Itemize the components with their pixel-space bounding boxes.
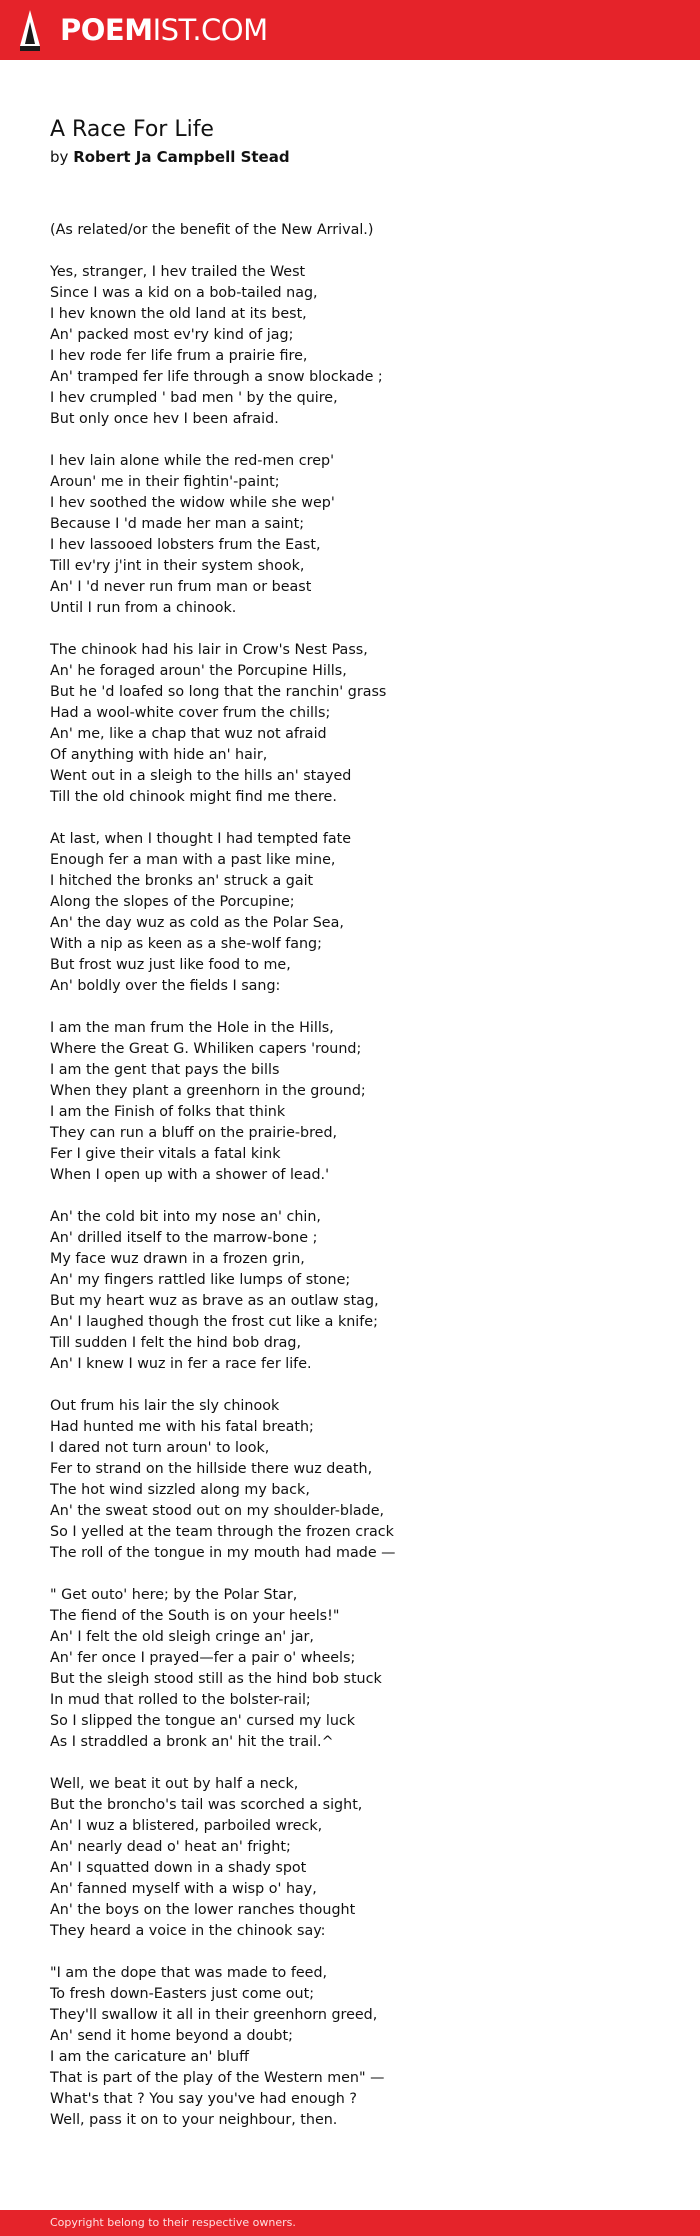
poem-body <box>50 220 670 2152</box>
poem-line: I hev rode fer life frum a prairie fire, <box>50 348 308 364</box>
poem-line: Aroun' me in their fightin'-paint; <box>50 474 280 490</box>
author-name[interactable]: Robert Ja Campbell Stead <box>73 148 290 166</box>
poem-stanza <box>50 640 670 808</box>
poem-line: An' I squatted down in a shady spot <box>50 1860 307 1876</box>
poem-line: They heard a voice in the chinook say: <box>50 1923 326 1939</box>
poem-line: An' nearly dead o' heat an' fright; <box>50 1839 291 1855</box>
logo-light-text: IST.COM <box>152 13 268 47</box>
poem-line: An' fer once I prayed—fer a pair o' wheels; <box>50 1650 356 1666</box>
copyright-text: Copyright belong to their respective owners. <box>50 2216 296 2229</box>
poem-line: I hev soothed the widow while she wep' <box>50 495 335 511</box>
poem-stanza <box>50 829 670 997</box>
poem-line: Until I run from a chinook. <box>50 600 237 616</box>
poem-line: An' he foraged aroun' the Porcupine Hills, <box>50 663 347 679</box>
poem-line: So I slipped the tongue an' cursed my luck <box>50 1713 356 1729</box>
site-logo[interactable] <box>60 10 268 50</box>
poem-line: Well, we beat it out by half a neck, <box>50 1776 299 1792</box>
poem-line: At last, when I thought I had tempted fate <box>50 831 352 847</box>
poem-line: An' tramped fer life through a snow blockade ; <box>50 369 383 385</box>
poem-line: The hot wind sizzled along my back, <box>50 1482 310 1498</box>
poem-line: That is part of the play of the Western men" — <box>50 2070 385 2086</box>
poem-line: When they plant a greenhorn in the ground; <box>50 1083 366 1099</box>
logo-bold-text: POEM <box>60 13 153 47</box>
poem-line: I hev crumpled ' bad men ' by the quire, <box>50 390 338 406</box>
poem-line: They can run a bluff on the prairie-bred, <box>50 1125 338 1141</box>
poem-line: An' my fingers rattled like lumps of stone; <box>50 1272 351 1288</box>
poem-line: I dared not turn aroun' to look, <box>50 1440 270 1456</box>
poem-line: An' I felt the old sleigh cringe an' jar, <box>50 1629 314 1645</box>
poem-line: Enough fer a man with a past like mine, <box>50 852 336 868</box>
poem-line: An' I 'd never run frum man or beast <box>50 579 312 595</box>
poem-stanza <box>50 220 670 241</box>
poem-line: An' the day wuz as cold as the Polar Sea, <box>50 915 344 931</box>
poem-line: Fer to strand on the hillside there wuz death, <box>50 1461 373 1477</box>
poem-line: Yes, stranger, I hev trailed the West <box>50 264 306 280</box>
poem-line: An' packed most ev'ry kind of jag; <box>50 327 294 343</box>
poem-line: An' fanned myself with a wisp o' hay, <box>50 1881 317 1897</box>
poem-line: What's that ? You say you've had enough ? <box>50 2091 357 2107</box>
poem-line: An' the cold bit into my nose an' chin, <box>50 1209 321 1225</box>
byline <box>50 147 290 167</box>
poem-line: Because I 'd made her man a saint; <box>50 516 305 532</box>
poem-line: But my heart wuz as brave as an outlaw stag, <box>50 1293 379 1309</box>
poem-stanza <box>50 262 670 430</box>
poem-line: In mud that rolled to the bolster-rail; <box>50 1692 311 1708</box>
poem-line: But the broncho's tail was scorched a sight, <box>50 1797 363 1813</box>
site-footer <box>0 2210 700 2236</box>
poem-line: I hev lassooed lobsters frum the East, <box>50 537 321 553</box>
poem-line: An' drilled itself to the marrow-bone ; <box>50 1230 318 1246</box>
poem-line: Well, pass it on to your neighbour, then. <box>50 2112 338 2128</box>
poem-line: (As related/or the benefit of the New Arrival.) <box>50 222 374 238</box>
poem-line: But only once hev I been afraid. <box>50 411 279 427</box>
poem-line: But the sleigh stood still as the hind bob stuck <box>50 1671 382 1687</box>
poem-line: I am the man frum the Hole in the Hills, <box>50 1020 334 1036</box>
poem-line: An' boldly over the fields I sang: <box>50 978 281 994</box>
poem-stanza <box>50 1018 670 1186</box>
poem-line: An' me, like a chap that wuz not afraid <box>50 726 327 742</box>
poem-line: An' send it home beyond a doubt; <box>50 2028 293 2044</box>
poem-line: "I am the dope that was made to feed, <box>50 1965 328 1981</box>
by-prefix: by <box>50 148 69 166</box>
poem-line: Till the old chinook might find me there. <box>50 789 337 805</box>
poem-line: I am the caricature an' bluff <box>50 2049 249 2065</box>
poem-line: An' I laughed though the frost cut like a knife; <box>50 1314 378 1330</box>
poem-line: To fresh down-Easters just come out; <box>50 1986 315 2002</box>
poem-line: Had a wool-white cover frum the chills; <box>50 705 331 721</box>
poem-line: I am the gent that pays the bills <box>50 1062 280 1078</box>
poem-line: Where the Great G. Whiliken capers 'round; <box>50 1041 362 1057</box>
poem-line: But frost wuz just like food to me, <box>50 957 291 973</box>
poem-line: The fiend of the South is on your heels!" <box>50 1608 340 1624</box>
poem-stanza <box>50 451 670 619</box>
poem-line: Fer I give their vitals a fatal kink <box>50 1146 281 1162</box>
poem-line: " Get outo' here; by the Polar Star, <box>50 1587 298 1603</box>
poem-line: But he 'd loafed so long that the ranchin' grass <box>50 684 387 700</box>
poem-line: An' the boys on the lower ranches thought <box>50 1902 356 1918</box>
poem-line: With a nip as keen as a she-wolf fang; <box>50 936 322 952</box>
poem-stanza <box>50 1774 670 1942</box>
poem-line: Till ev'ry j'int in their system shook, <box>50 558 305 574</box>
poem-line: Out frum his lair the sly chinook <box>50 1398 280 1414</box>
poem-stanza <box>50 1585 670 1753</box>
pen-nib-icon[interactable] <box>18 8 42 52</box>
poem-line: When I open up with a shower of lead.' <box>50 1167 330 1183</box>
poem-line: I hitched the bronks an' struck a gait <box>50 873 314 889</box>
poem-line: An' the sweat stood out on my shoulder-blade, <box>50 1503 385 1519</box>
poem-line: Till sudden I felt the hind bob drag, <box>50 1335 302 1351</box>
site-header <box>0 0 700 60</box>
poem-line: As I straddled a bronk an' hit the trail.^ <box>50 1734 334 1750</box>
poem-line: So I yelled at the team through the frozen crack <box>50 1524 394 1540</box>
poem-line: Along the slopes of the Porcupine; <box>50 894 295 910</box>
poem-stanza <box>50 1207 670 1375</box>
poem-line: Went out in a sleigh to the hills an' stayed <box>50 768 352 784</box>
poem-line: The chinook had his lair in Crow's Nest Pass, <box>50 642 368 658</box>
poem-line: My face wuz drawn in a frozen grin, <box>50 1251 305 1267</box>
poem-line: Of anything with hide an' hair, <box>50 747 268 763</box>
poem-line: An' I knew I wuz in fer a race fer life. <box>50 1356 312 1372</box>
poem-title: A Race For Life <box>50 117 214 142</box>
poem-stanza <box>50 1396 670 1564</box>
poem-line: The roll of the tongue in my mouth had made — <box>50 1545 396 1561</box>
poem-line: I am the Finish of folks that think <box>50 1104 286 1120</box>
poem-line: Had hunted me with his fatal breath; <box>50 1419 314 1435</box>
poem-line: An' I wuz a blistered, parboiled wreck, <box>50 1818 323 1834</box>
poem-line: They'll swallow it all in their greenhorn greed, <box>50 2007 378 2023</box>
poem-line: I hev known the old land at its best, <box>50 306 307 322</box>
poem-stanza <box>50 1963 670 2131</box>
poem-line: I hev lain alone while the red-men crep' <box>50 453 335 469</box>
poem-line: Since I was a kid on a bob-tailed nag, <box>50 285 318 301</box>
